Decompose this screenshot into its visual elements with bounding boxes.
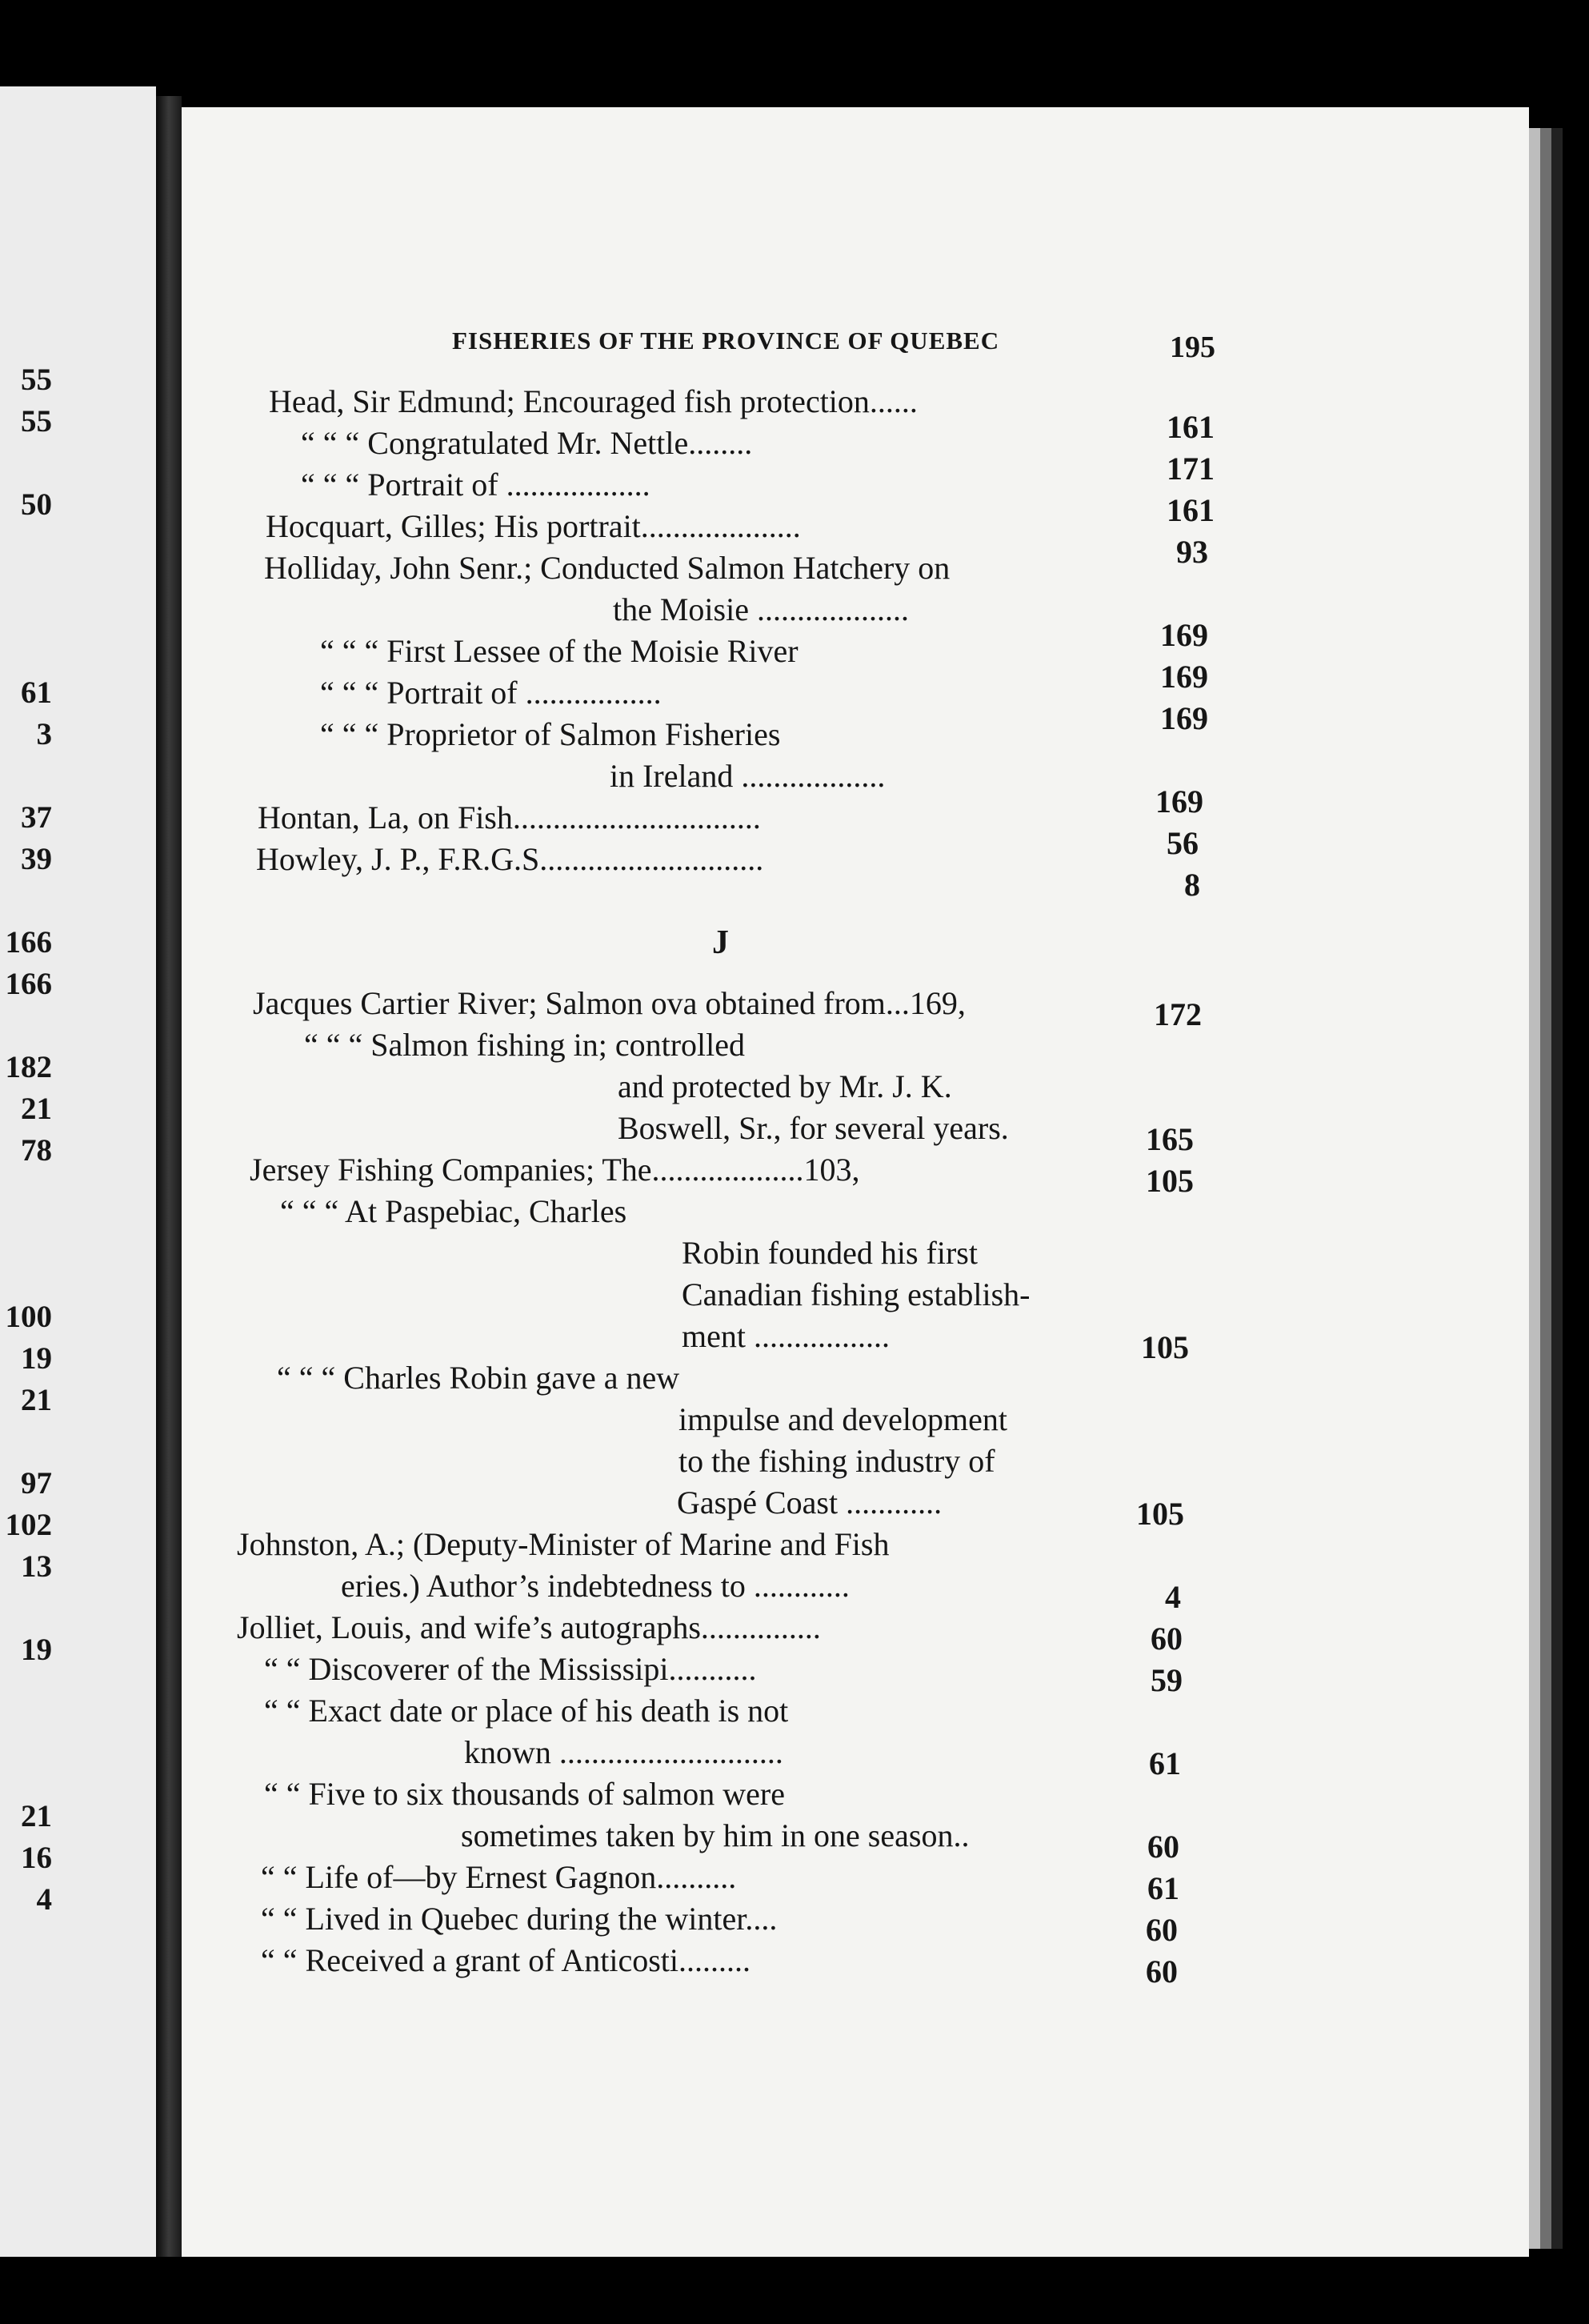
index-line: “ “ Received a grant of Anticosti......... (261, 1942, 751, 1978)
left-page-number: 19 (21, 1633, 52, 1667)
index-line: Jolliet, Louis, and wife’s autographs............... (237, 1609, 821, 1645)
page-ref: 8 (1184, 867, 1200, 903)
page-ref: 172 (1154, 996, 1202, 1032)
index-line: Head, Sir Edmund; Encouraged fish protection...... (269, 383, 918, 419)
left-page-number: 39 (21, 842, 52, 876)
left-page-number: 50 (21, 487, 52, 522)
index-line: Holliday, John Senr.; Conducted Salmon Hatchery on (264, 550, 951, 586)
page-ref: 60 (1147, 1829, 1179, 1865)
index-line: in Ireland .................. (610, 758, 886, 794)
page-ref: 169 (1155, 783, 1203, 819)
index-line: to the fishing industry of (678, 1443, 995, 1479)
index-line: Hocquart, Gilles; His portrait.................... (266, 508, 801, 544)
page-ref: 61 (1147, 1870, 1179, 1906)
page-ref: 93 (1176, 534, 1208, 570)
section-letter: J (712, 924, 729, 961)
left-page-number: 61 (21, 675, 52, 710)
running-header: FISHERIES OF THE PROVINCE OF QUEBEC (452, 327, 1000, 355)
page-edge (1540, 128, 1551, 2249)
index-line: Canadian fishing establish- (682, 1276, 1031, 1312)
index-line: eries.) Author’s indebtedness to ............ (341, 1568, 850, 1604)
page-ref: 165 (1146, 1121, 1194, 1157)
left-page-number: 21 (21, 1383, 52, 1417)
index-line: Robin founded his first (682, 1235, 978, 1271)
index-line: sometimes taken by him in one season.. (461, 1817, 970, 1853)
page-edge (1551, 128, 1563, 2249)
book-gutter (156, 96, 182, 2257)
index-line: “ “ “ Portrait of .................. (301, 467, 650, 503)
page-ref: 61 (1149, 1745, 1181, 1781)
left-page-number: 16 (21, 1841, 52, 1875)
left-page-number: 55 (21, 363, 52, 397)
index-line: ment ................. (682, 1318, 890, 1354)
index-line: “ “ “ Congratulated Mr. Nettle........ (301, 425, 753, 461)
left-page-number: 182 (5, 1050, 52, 1084)
page-ref: 4 (1165, 1579, 1181, 1615)
left-page-number: 3 (36, 717, 52, 751)
index-line: “ “ “ First Lessee of the Moisie River (320, 633, 799, 669)
index-line: “ “ “ Salmon fishing in; controlled (304, 1027, 745, 1063)
left-page-number: 100 (5, 1300, 52, 1334)
index-line: “ “ Exact date or place of his death is not (264, 1693, 789, 1729)
page-ref: 105 (1146, 1163, 1194, 1199)
index-line: “ “ “ Charles Robin gave a new (277, 1360, 680, 1396)
left-page-number: 37 (21, 800, 52, 835)
page-ref: 60 (1146, 1953, 1178, 1989)
index-line: “ “ “ Proprietor of Salmon Fisheries (320, 716, 781, 752)
page-ref: 60 (1151, 1621, 1183, 1657)
index-line: Jersey Fishing Companies; The...................103, (250, 1152, 860, 1188)
left-page-number: 78 (21, 1133, 52, 1168)
index-line: Boswell, Sr., for several years. (618, 1110, 1009, 1146)
page-ref: 105 (1141, 1329, 1189, 1365)
page-ref: 161 (1167, 492, 1215, 528)
left-page-number: 97 (21, 1466, 52, 1501)
index-line: and protected by Mr. J. K. (618, 1068, 952, 1104)
index-line: Gaspé Coast ............ (677, 1485, 943, 1521)
index-line: “ “ Five to six thousands of salmon were (264, 1776, 785, 1812)
page-ref: 169 (1160, 659, 1208, 695)
left-page-number: 21 (21, 1092, 52, 1126)
page-ref: 161 (1167, 409, 1215, 445)
left-page-number: 102 (5, 1508, 52, 1542)
page-ref: 59 (1151, 1662, 1183, 1698)
index-line: the Moisie ................... (613, 591, 909, 627)
page-ref: 169 (1160, 700, 1208, 736)
left-page-number: 4 (36, 1882, 52, 1917)
page-edge (1529, 128, 1540, 2249)
index-line: “ “ Discoverer of the Mississipi........... (264, 1651, 757, 1687)
index-line: impulse and development (678, 1401, 1008, 1437)
left-page-number: 13 (21, 1549, 52, 1584)
page-number: 195 (1170, 331, 1215, 364)
page-ref: 60 (1146, 1912, 1178, 1948)
index-line: known ............................ (464, 1734, 783, 1770)
index-line: Jacques Cartier River; Salmon ova obtained from...169, (253, 985, 966, 1021)
index-line: “ “ “ Portrait of ................. (320, 675, 662, 711)
index-line: “ “ “ At Paspebiac, Charles (280, 1193, 627, 1229)
page-ref: 171 (1167, 451, 1215, 487)
index-line: Howley, J. P., F.R.G.S............................ (256, 841, 764, 877)
index-line: Johnston, A.; (Deputy-Minister of Marine and Fish (237, 1526, 890, 1562)
index-line: “ “ Life of—by Ernest Gagnon.......... (261, 1859, 737, 1895)
left-page-number: 166 (5, 925, 52, 960)
left-page (0, 86, 156, 2257)
page-ref: 56 (1167, 825, 1199, 861)
left-page-number: 21 (21, 1799, 52, 1833)
page-ref: 105 (1136, 1496, 1184, 1532)
left-page-number: 19 (21, 1341, 52, 1376)
index-line: Hontan, La, on Fish............................... (258, 799, 761, 835)
left-page-number: 55 (21, 404, 52, 439)
index-line: “ “ Lived in Quebec during the winter.... (261, 1901, 778, 1937)
page-ref: 169 (1160, 617, 1208, 653)
left-page-number: 166 (5, 967, 52, 1001)
